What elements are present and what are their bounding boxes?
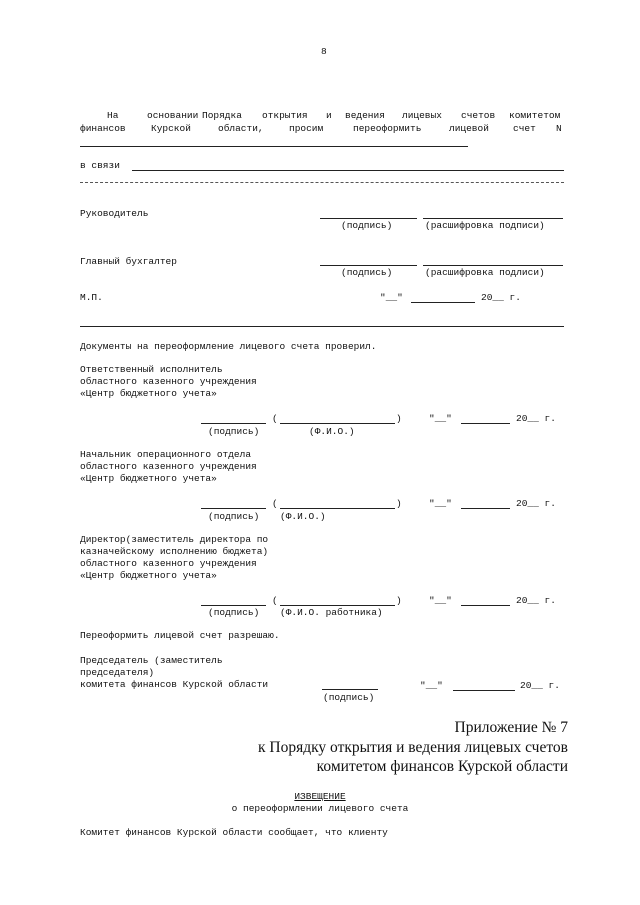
paren-close: ) bbox=[396, 498, 402, 509]
responsible-org: областного казенного учреждения bbox=[80, 376, 257, 387]
date-year: 20__ г. bbox=[520, 680, 560, 691]
intro-word: На bbox=[107, 110, 119, 121]
signature-caption: (подпись) bbox=[208, 607, 260, 618]
signature-line bbox=[320, 218, 417, 219]
appendix-title: Приложение № 7 bbox=[454, 719, 568, 736]
date-month-line bbox=[453, 690, 515, 691]
signature-caption: (подпись) bbox=[208, 511, 260, 522]
chair-title: Председатель (заместитель bbox=[80, 655, 223, 666]
date-day: "__" bbox=[380, 292, 403, 303]
decoding-line bbox=[423, 218, 563, 219]
intro-word: N bbox=[556, 123, 562, 134]
intro-word: лицевых bbox=[402, 110, 442, 121]
appendix-line-3: комитетом финансов Курской области bbox=[316, 758, 568, 775]
date-month-line bbox=[411, 302, 475, 303]
director-org: областного казенного учреждения bbox=[80, 558, 257, 569]
intro-word: счет bbox=[513, 123, 536, 134]
date-month-line bbox=[461, 508, 510, 509]
fio-caption: (Ф.И.О.) bbox=[309, 426, 355, 437]
intro-word: счетов bbox=[461, 110, 496, 121]
fio-line bbox=[280, 423, 395, 424]
decoding-caption: (расшифровка подлиси) bbox=[425, 267, 545, 278]
intro-word: просим bbox=[289, 123, 324, 134]
date-day: "__" bbox=[429, 595, 452, 606]
date-year: 20__ г. bbox=[516, 413, 556, 424]
ops-head-org: областного казенного учреждения bbox=[80, 461, 257, 472]
intro-word: и bbox=[326, 110, 332, 121]
fio-line bbox=[280, 508, 395, 509]
paren-close: ) bbox=[396, 595, 402, 606]
reason-line bbox=[132, 170, 564, 171]
chair-title-2: председателя) bbox=[80, 667, 155, 678]
intro-word: открытия bbox=[262, 110, 308, 121]
seal-label: М.П. bbox=[80, 292, 103, 303]
intro-word: ведения bbox=[345, 110, 385, 121]
paren-open: ( bbox=[272, 413, 278, 424]
signature-line bbox=[320, 265, 417, 266]
signature-caption: (подпись) bbox=[341, 220, 393, 231]
intro-word: финансов bbox=[80, 123, 126, 134]
paren-open: ( bbox=[272, 498, 278, 509]
signature-line bbox=[322, 689, 378, 690]
responsible-center: «Центр бюджетного учета» bbox=[80, 388, 217, 399]
signature-line bbox=[201, 605, 266, 606]
intro-word: области, bbox=[218, 123, 264, 134]
signature-caption: (подпись) bbox=[341, 267, 393, 278]
fio-caption: (Ф.И.О.) bbox=[280, 511, 326, 522]
intro-word: Порядка bbox=[202, 110, 242, 121]
checked-text: Документы на переоформление лицевого счета проверил. bbox=[80, 341, 377, 352]
intro-word: комитетом bbox=[509, 110, 561, 121]
decoding-caption: (расшифровка подписи) bbox=[425, 220, 545, 231]
ops-head-center: «Центр бюджетного учета» bbox=[80, 473, 217, 484]
date-year: 20__ г. bbox=[516, 498, 556, 509]
notice-body: Комитет финансов Курской области сообщает, что клиенту bbox=[80, 827, 388, 838]
chair-committee: комитета финансов Курской области bbox=[80, 679, 269, 690]
intro-word: лицевой bbox=[449, 123, 489, 134]
director-center: «Центр бюджетного учета» bbox=[80, 570, 217, 581]
notice-heading: ИЗВЕЩЕНИЕ bbox=[294, 791, 346, 802]
intro-word: основании bbox=[147, 110, 199, 121]
reason-line-2 bbox=[80, 182, 564, 183]
signature-caption: (подпись) bbox=[208, 426, 260, 437]
paren-open: ( bbox=[272, 595, 278, 606]
date-day: "__" bbox=[420, 680, 443, 691]
decoding-line bbox=[423, 265, 563, 266]
date-year: 20__ г. bbox=[481, 292, 521, 303]
director-title-2: казначейскому исполнению бюджета) bbox=[80, 546, 269, 557]
date-month-line bbox=[461, 423, 510, 424]
head-label: Руководитель bbox=[80, 208, 149, 219]
responsible-title: Ответственный исполнитель bbox=[80, 364, 223, 375]
notice-subheading: о переоформлении лицевого счета bbox=[231, 803, 409, 814]
fio-caption: (Ф.И.О. работника) bbox=[280, 607, 383, 618]
date-year: 20__ г. bbox=[516, 595, 556, 606]
date-month-line bbox=[461, 605, 510, 606]
date-day: "__" bbox=[429, 498, 452, 509]
date-day: "__" bbox=[429, 413, 452, 424]
director-title: Директор(заместитель директора по bbox=[80, 534, 269, 545]
signature-line bbox=[201, 423, 266, 424]
paren-close: ) bbox=[396, 413, 402, 424]
appendix-line-2: к Порядку открытия и ведения лицевых счетов bbox=[257, 739, 568, 756]
intro-word: переоформить bbox=[353, 123, 422, 134]
ops-head-title: Начальник операционного отдела bbox=[80, 449, 252, 460]
signature-caption: (подпись) bbox=[323, 692, 375, 703]
intro-word: Курской bbox=[151, 123, 191, 134]
in-connection-label: в связи bbox=[80, 160, 120, 171]
permit-text: Переоформить лицевой счет разрешаю. bbox=[80, 630, 280, 641]
chief-accountant-label: Главный бухгалтер bbox=[80, 256, 177, 267]
account-number-line bbox=[80, 146, 468, 147]
fio-line bbox=[280, 605, 395, 606]
page-number: 8 bbox=[321, 46, 327, 57]
signature-line bbox=[201, 508, 266, 509]
section-divider bbox=[80, 326, 564, 327]
